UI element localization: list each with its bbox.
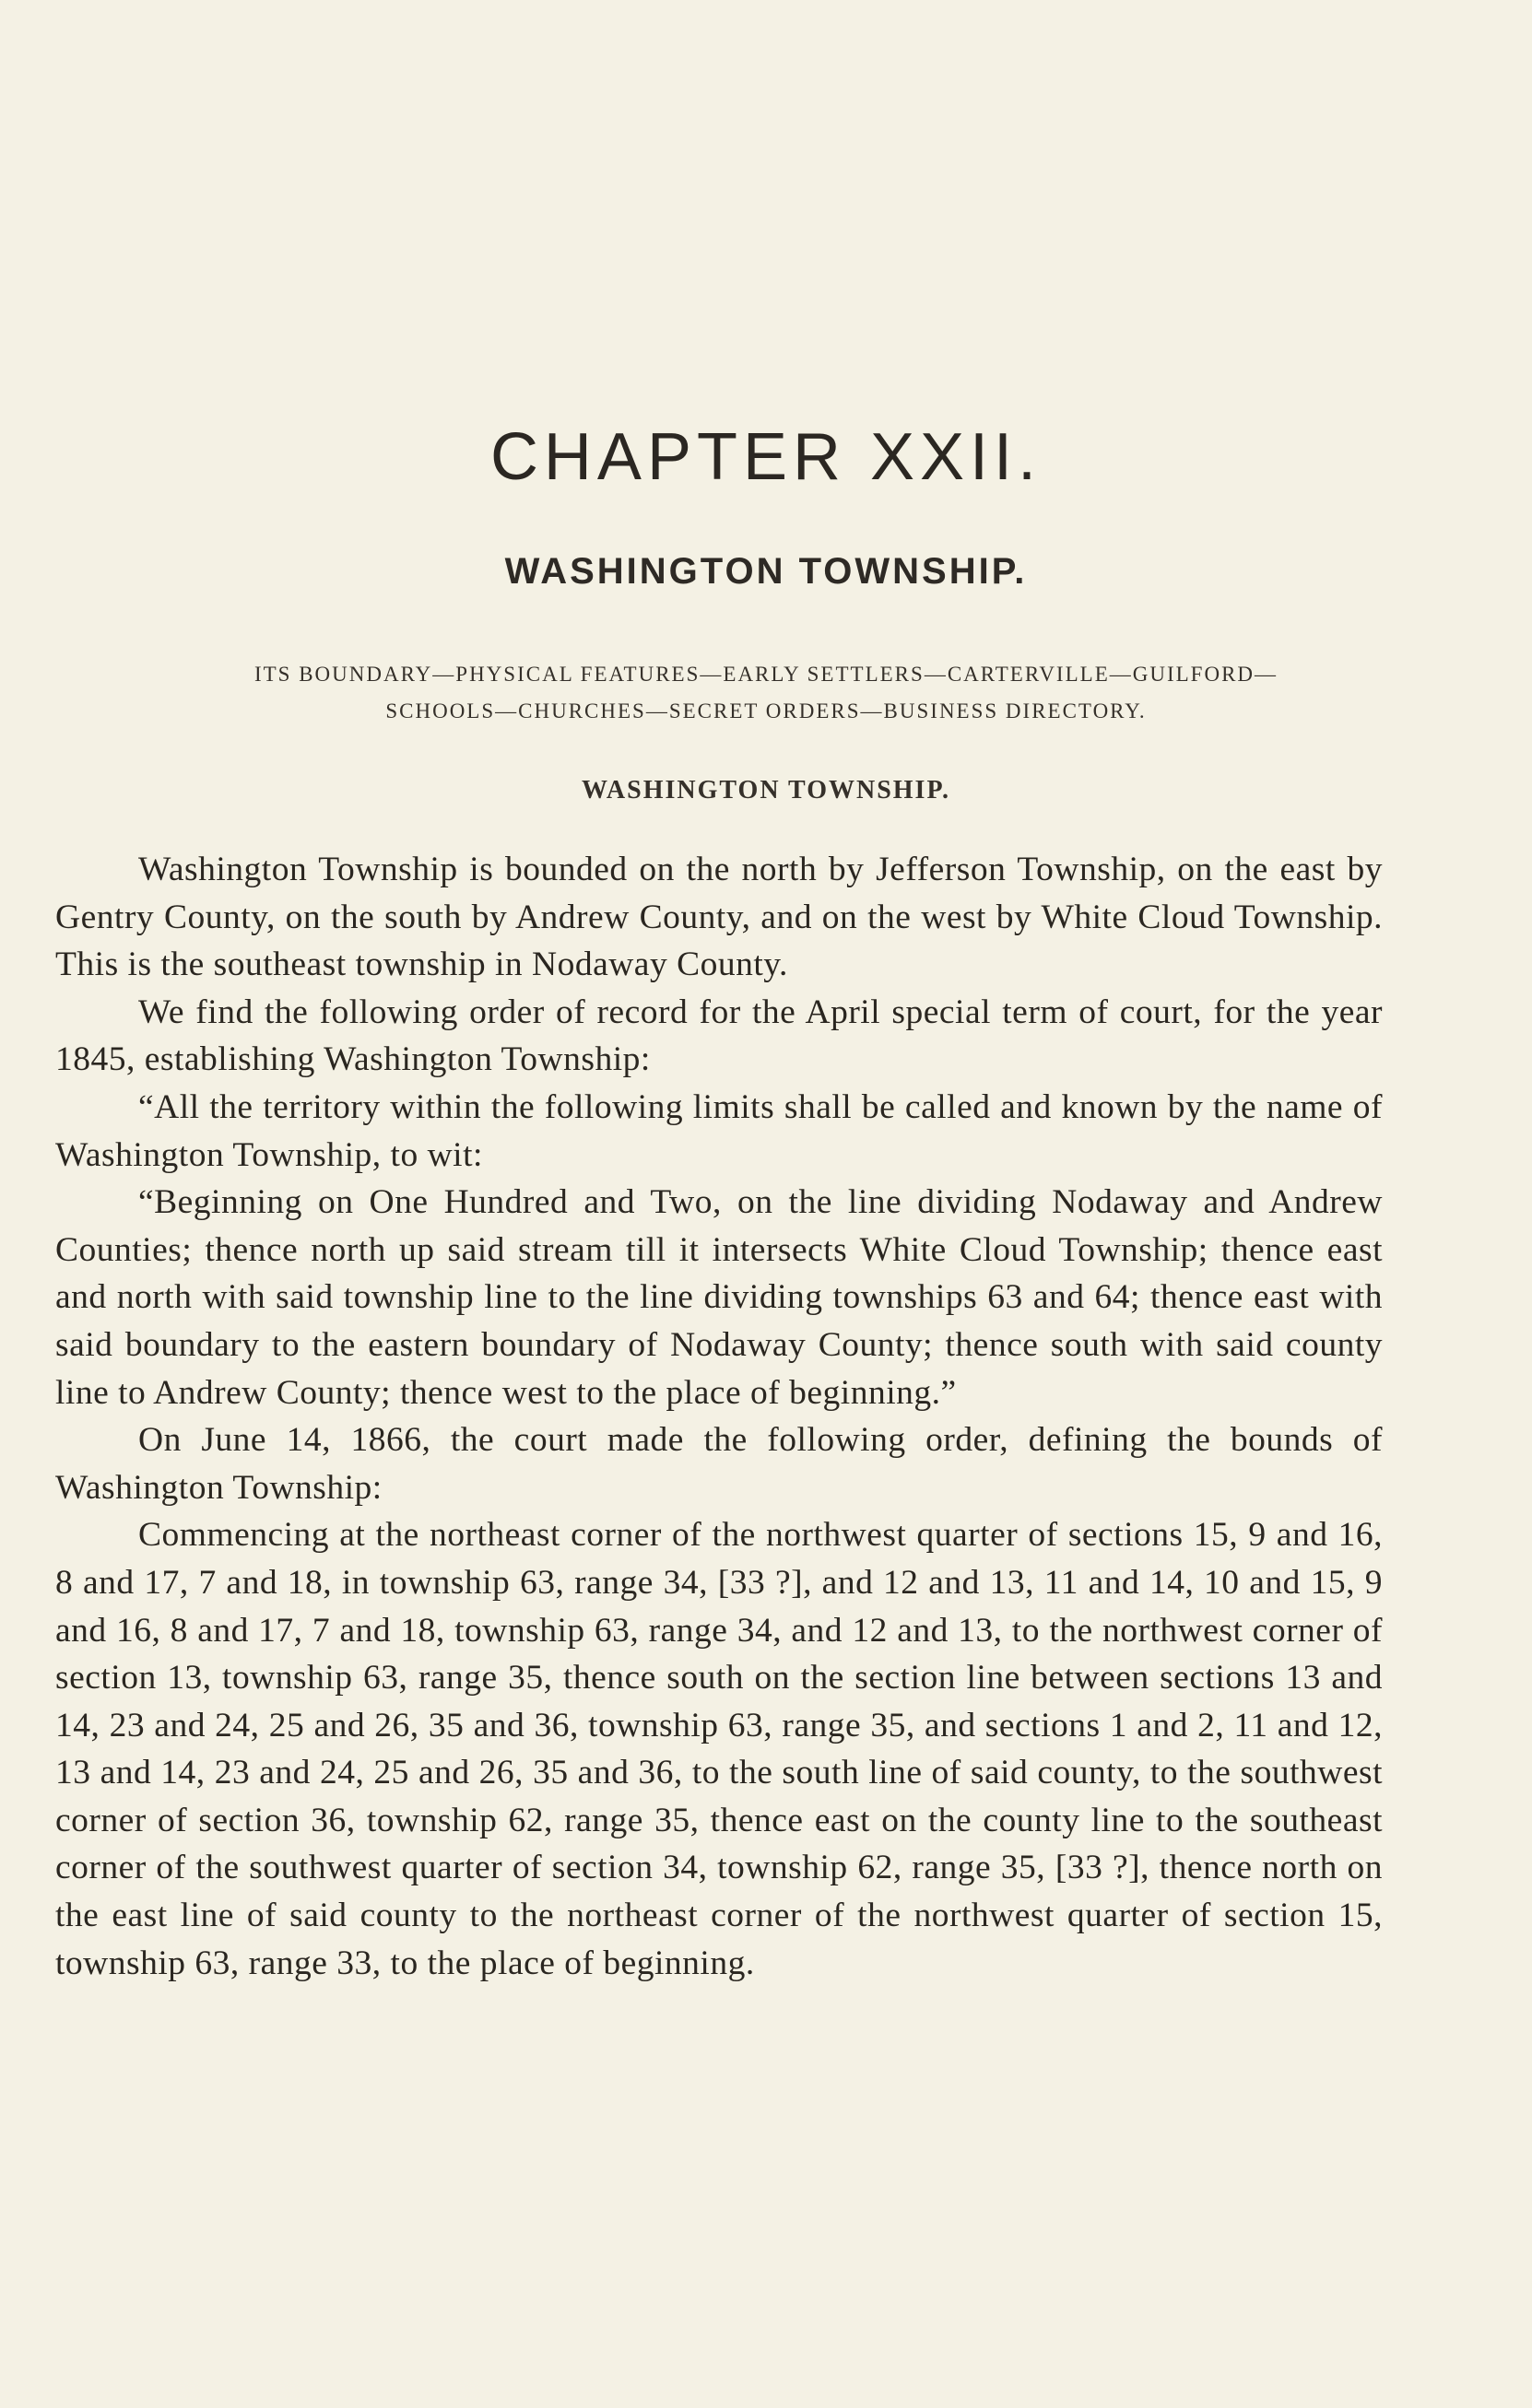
paragraph: On June 14, 1866, the court made the following order, defining the bounds of Washington Township: bbox=[55, 1421, 1383, 1507]
paragraph: Washington Township is bounded on the north by Jefferson Township, on the east by Gentry County, on the south by Andrew County, and on the west by White Cloud Township. This is the southeast township in Nodaway County. bbox=[55, 851, 1383, 984]
synopsis-line: ITS BOUNDARY—PHYSICAL FEATURES—EARLY SETTLERS—CARTERVILLE—GUILFORD— bbox=[253, 663, 1279, 686]
chapter-subtitle: WASHINGTON TOWNSHIP. bbox=[504, 551, 1028, 592]
paragraph: “All the territory within the following limits shall be called and known by the name of Washington Township, to wit: bbox=[55, 1087, 1383, 1174]
section-heading: WASHINGTON TOWNSHIP. bbox=[582, 776, 950, 805]
body-text bbox=[55, 846, 1383, 1987]
paragraph: We find the following order of record for the April special term of court, for the year 1845, establishing Washington Township: bbox=[55, 993, 1383, 1079]
chapter-title: CHAPTER XXII. bbox=[489, 420, 1043, 494]
chapter-synopsis bbox=[55, 656, 1477, 730]
paragraph: Commencing at the northeast corner of the northwest quarter of sections 15, 9 and 16, 8 and 17, 7 and 18, in township 63, range 34, [33 ?], and 12 and 13, 11 and 14, 10 and 15, 9 and 16, 8 and 17, 7 and 18, township 63, range 34, and 12 and 13, to the northwest corner of section 13, township 63, range 35, thence south on the section line between sections 13 and 14, 23 and 24, 25 and 26, 35 and 36, township 63, range 35, and sections 1 and 2, 11 and 12, 13 and 14, 23 and 24, 25 and 26, 35 and 36, to the south line of said county, to the southwest corner of section 36, township 62, range 35, thence east on the county line to the southeast corner of the southwest quarter of section 34, township 62, range 35, [33 ?], thence north on the east line of said county to the northeast corner of the northwest quarter of section 15, township 63, range 33, to the place of beginning. bbox=[55, 1516, 1383, 1982]
paragraph: “Beginning on One Hundred and Two, on the line dividing Nodaway and Andrew Counties; thence north up said stream till it intersects White Cloud Township; thence east and north with said township line to the line dividing townships 63 and 64; thence east with said boundary to the eastern boundary of Nodaway County; thence south with said county line to Andrew County; thence west to the place of beginning.” bbox=[55, 1183, 1383, 1412]
synopsis-line: SCHOOLS—CHURCHES—SECRET ORDERS—BUSINESS DIRECTORY. bbox=[385, 699, 1147, 722]
